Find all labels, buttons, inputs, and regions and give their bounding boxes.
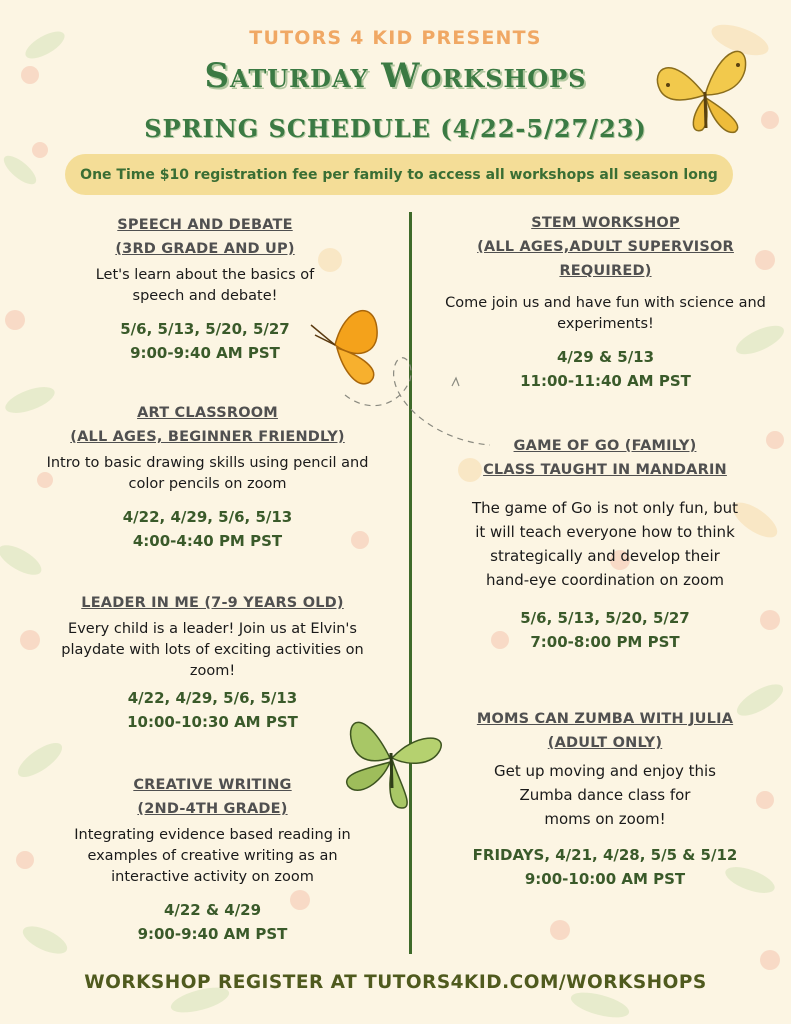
workshop-game-of-go [440, 434, 770, 654]
workshop-speech-debate [40, 213, 370, 365]
workshop-title: LEADER IN ME (7-9 YEARS OLD) [81, 595, 344, 611]
workshop-description: Intro to basic drawing skills using pencil and color pencils on zoom [46, 455, 369, 492]
workshop-dates: FRIDAYS, 4/21, 4/28, 5/5 & 5/12 [472, 846, 738, 864]
workshop-title: (ALL AGES, BEGINNER FRIENDLY) [70, 429, 345, 445]
workshop-time: 9:00-10:00 AM PST [524, 870, 686, 888]
workshop-time: 9:00-9:40 AM PST [137, 925, 288, 943]
workshop-description: Let's learn about the basics of speech and debate! [95, 267, 315, 304]
workshop-time: 11:00-11:40 AM PST [520, 372, 691, 390]
workshop-title: ART CLASSROOM [137, 405, 278, 421]
workshop-description: Integrating evidence based reading in examples of creative writing as an interactive activity on zoom [74, 827, 351, 885]
workshop-title: (ALL AGES,ADULT SUPERVISOR [477, 239, 734, 255]
workshop-description: Come join us and have fun with science and experiments! [445, 295, 766, 332]
presenter-line: TUTORS 4 KID PRESENTS [249, 27, 542, 49]
workshop-stem [428, 211, 783, 393]
workshop-title: REQUIRED) [559, 263, 652, 279]
workshop-dates: 4/29 & 5/13 [556, 348, 655, 366]
page-title: Saturday Workshops [204, 56, 587, 96]
workshop-dates: 4/22 & 4/29 [163, 901, 262, 919]
workshop-title: GAME OF GO (FAMILY) [513, 438, 697, 454]
workshop-dates: 5/6, 5/13, 5/20, 5/27 [120, 320, 290, 338]
register-footer: WORKSHOP REGISTER AT TUTORS4KID.COM/WORKSHOPS [84, 972, 707, 993]
registration-fee-banner [65, 154, 733, 195]
workshop-title: CREATIVE WRITING [133, 777, 292, 793]
workshop-title: (3RD GRADE AND UP) [115, 241, 295, 257]
workshop-time: 7:00-8:00 PM PST [530, 633, 680, 651]
workshop-dates: 4/22, 4/29, 5/6, 5/13 [122, 508, 293, 526]
workshop-description: Get up moving and enjoy this Zumba dance class for moms on zoom! [493, 762, 716, 828]
workshop-description: Every child is a leader! Join us at Elvin's playdate with lots of exciting activities on zoom! [61, 621, 364, 679]
workshop-dates: 4/22, 4/29, 5/6, 5/13 [127, 689, 298, 707]
workshop-title: MOMS CAN ZUMBA WITH JULIA [476, 711, 734, 727]
workshop-art-classroom [20, 401, 395, 553]
workshop-leader-in-me [25, 591, 400, 734]
workshop-title: STEM WORKSHOP [531, 215, 680, 231]
workshop-title: (2ND-4TH GRADE) [137, 801, 288, 817]
workshop-dates: 5/6, 5/13, 5/20, 5/27 [520, 609, 690, 627]
column-divider [409, 212, 412, 954]
workshop-title: SPEECH AND DEBATE [117, 217, 293, 233]
workshop-title: CLASS TAUGHT IN MANDARIN [483, 462, 727, 478]
schedule-subtitle: SPRING SCHEDULE (4/22-5/27/23) [144, 114, 647, 143]
workshop-description: The game of Go is not only fun, but it will teach everyone how to think strategically and develop their hand-eye coordination on zoom [471, 499, 739, 589]
workshop-title: (ADULT ONLY) [547, 735, 663, 751]
workshop-time: 4:00-4:40 PM PST [132, 532, 283, 550]
banner-text: One Time $10 registration fee per family to access all workshops all season long [80, 166, 718, 183]
workshop-time: 10:00-10:30 AM PST [127, 713, 298, 731]
workshop-creative-writing [40, 773, 385, 946]
workshop-time: 9:00-9:40 AM PST [130, 344, 280, 362]
workshop-moms-zumba [440, 707, 770, 891]
